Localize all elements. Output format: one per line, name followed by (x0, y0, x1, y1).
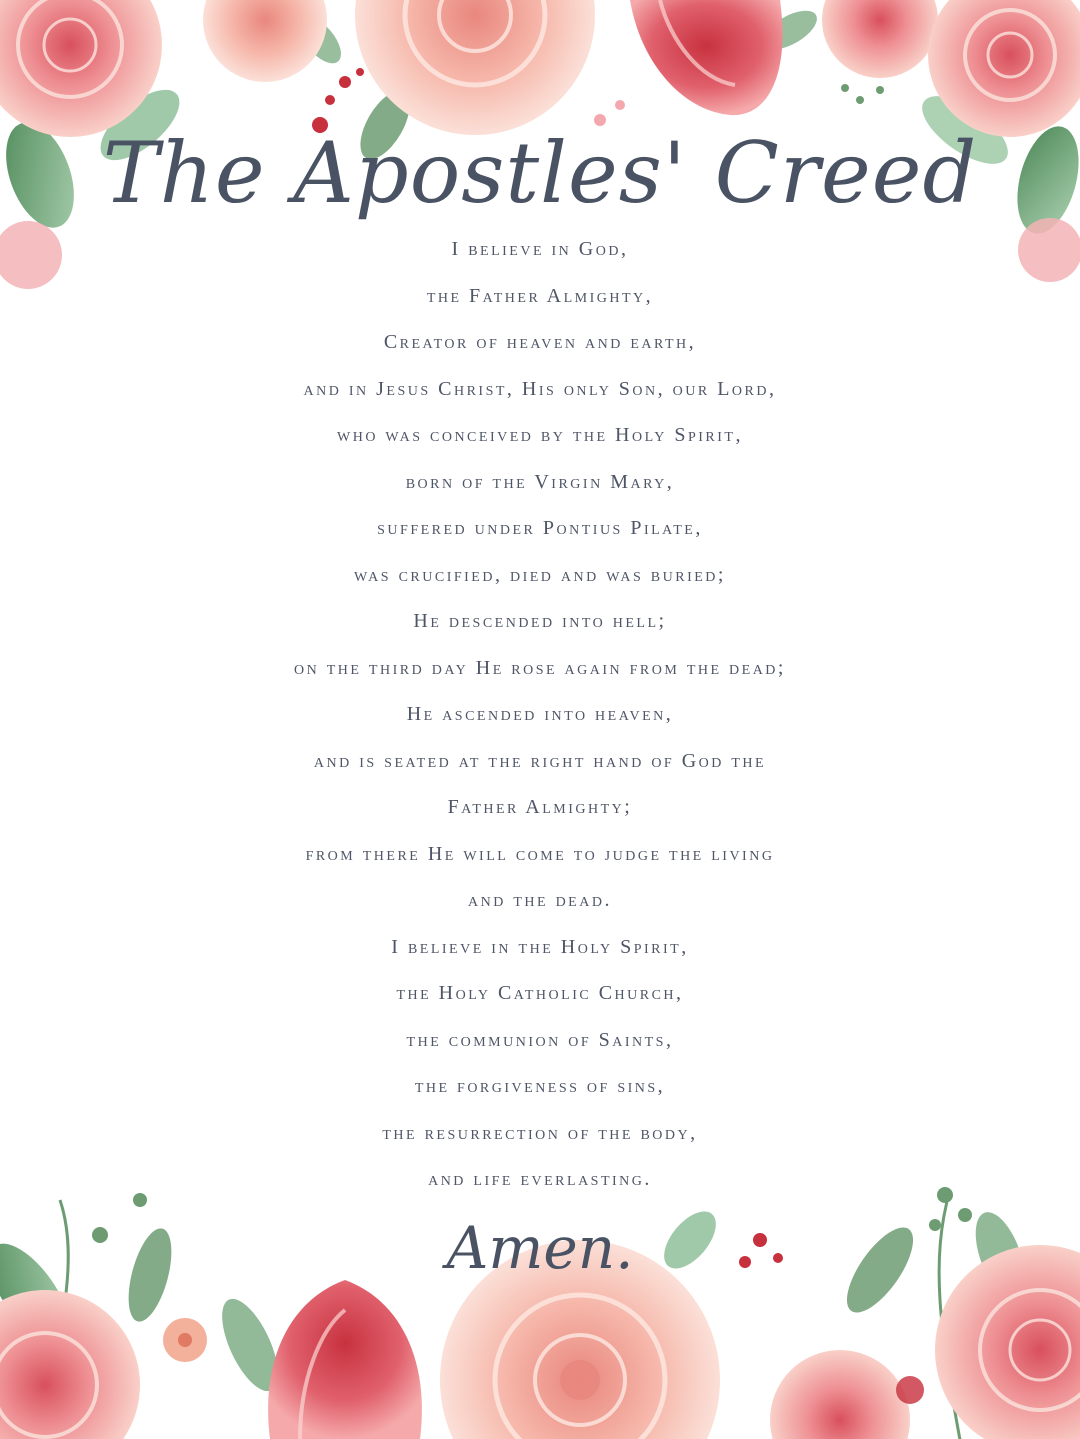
page-title: The Apostles' Creed (102, 124, 978, 222)
rose (770, 1350, 910, 1439)
creed-line: from there He will come to judge the living (305, 842, 775, 865)
closing-amen: Amen. (446, 1214, 634, 1282)
creed-line: suffered under Pontius Pilate, (377, 517, 703, 539)
tulip (630, 0, 783, 115)
creed-line: I believe in God, (451, 238, 629, 260)
creed-line: was crucified, died and was buried; (354, 563, 726, 586)
creed-line: and in Jesus Christ, His only Son, our Lord, (303, 377, 777, 400)
creed-line: and the dead. (468, 889, 612, 911)
tulip (268, 1280, 422, 1439)
creed-line: born of the Virgin Mary, (405, 470, 675, 493)
creed-line: the resurrection of the body, (382, 1121, 698, 1144)
creed-line: the forgiveness of sins, (414, 1075, 666, 1097)
creed-line: and life everlasting. (428, 1168, 652, 1190)
creed-line: the Holy Catholic Church, (396, 982, 684, 1004)
creed-line: He descended into hell; (413, 610, 667, 632)
creed-line: and is seated at the right hand of God the (313, 749, 767, 772)
creed-line: who was conceived by the Holy Spirit, (337, 424, 743, 446)
creed-line: on the third day He rose again from the dead; (294, 656, 786, 679)
rose (822, 0, 938, 78)
creed-line: the communion of Saints, (406, 1028, 674, 1051)
creed-line: Father Almighty; (447, 796, 633, 818)
creed-line: I believe in the Holy Spirit, (391, 935, 689, 958)
rose (0, 1290, 140, 1439)
creed-line: the Father Almighty, (426, 284, 654, 307)
rose (203, 0, 327, 82)
creed-line: He ascended into heaven, (406, 703, 674, 725)
creed-line: Creator of heaven and earth, (383, 331, 697, 353)
creed-text (0, 226, 1080, 1203)
